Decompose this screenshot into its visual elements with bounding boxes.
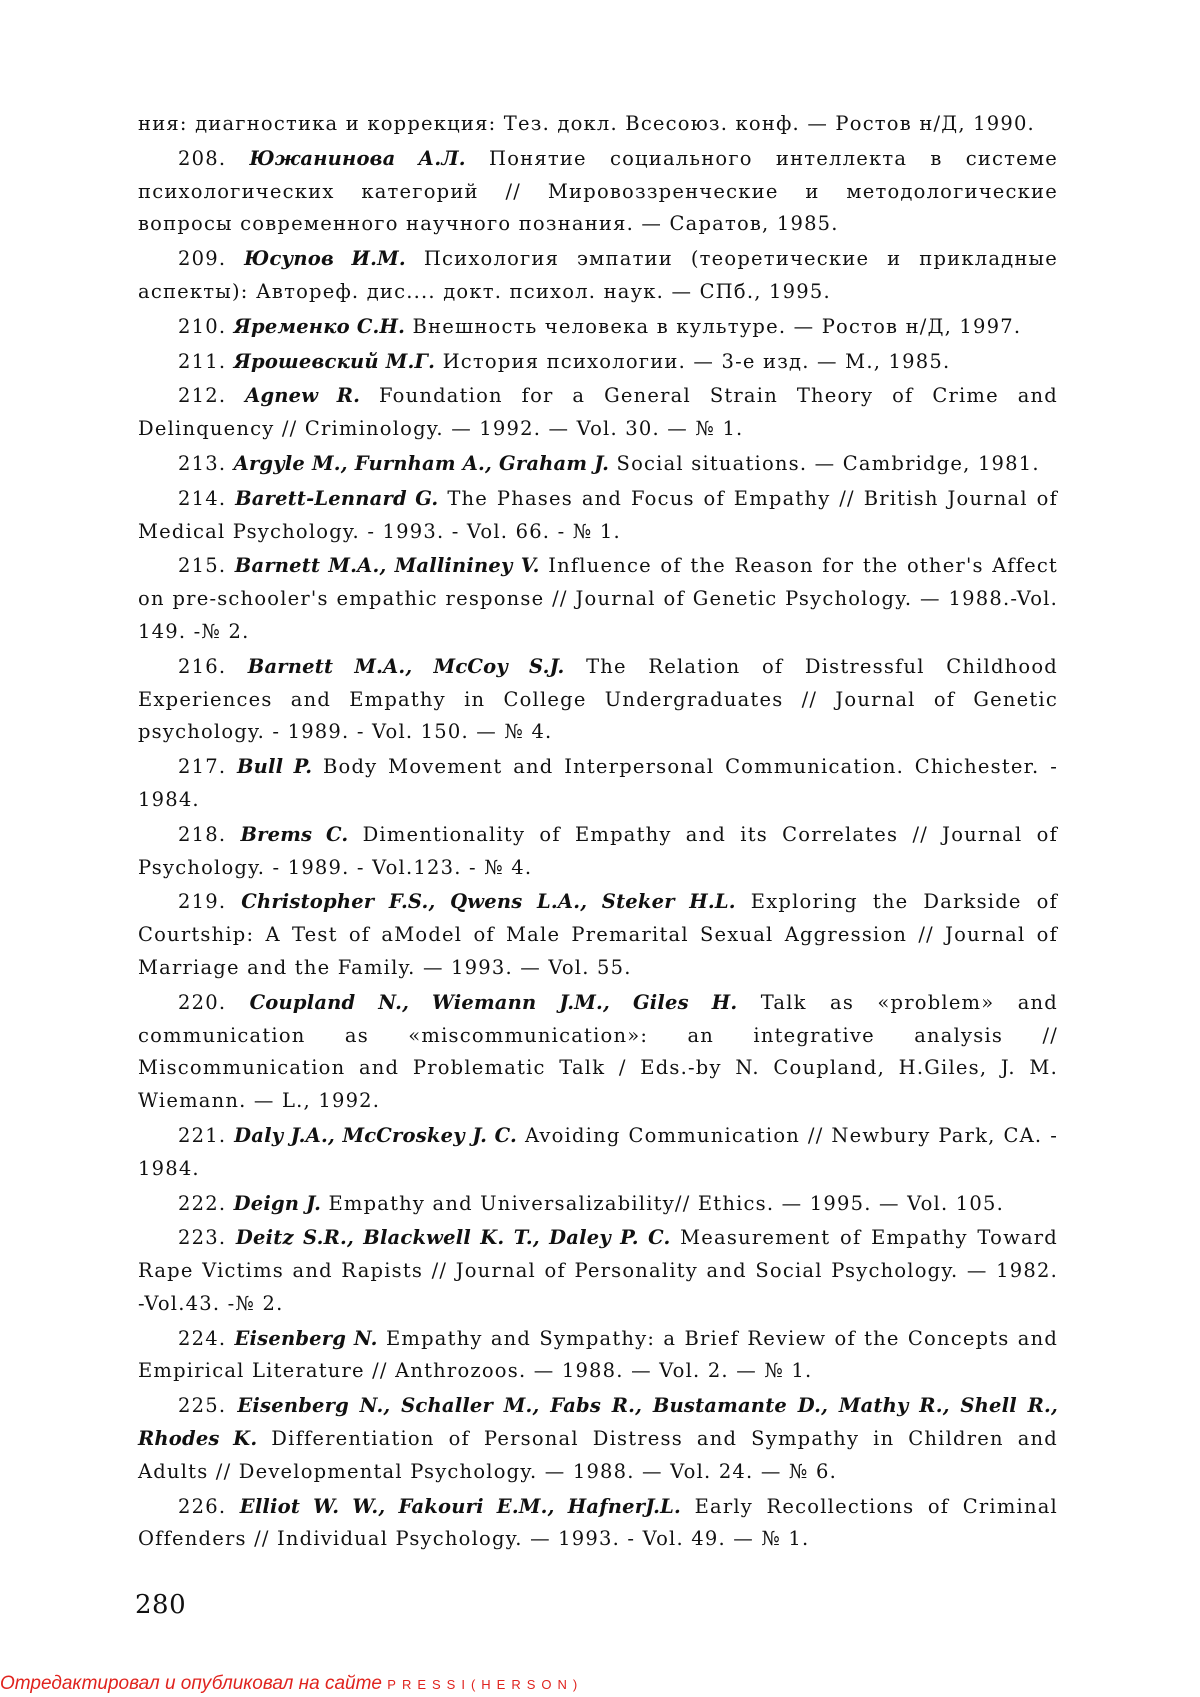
entry-number: 220.	[178, 991, 226, 1014]
bibliography-entry	[138, 380, 1058, 446]
entry-authors: Coupland N., Wiemann J.M., Giles H.	[250, 991, 738, 1014]
entry-authors: Юсупов И.М.	[244, 247, 406, 270]
entry-number: 226.	[178, 1495, 226, 1518]
bibliography-entry	[138, 1390, 1058, 1488]
entry-number: 221.	[178, 1124, 226, 1147]
bibliography-entry	[138, 1222, 1058, 1320]
entry-number: 216.	[178, 655, 226, 678]
bibliography-list	[138, 143, 1058, 1556]
entry-number: 217.	[178, 755, 226, 778]
entry-number: 214.	[178, 487, 226, 510]
entry-number: 225.	[178, 1394, 226, 1417]
entry-number: 213.	[178, 452, 226, 475]
entry-authors: Elliot W. W., Fakouri E.M., HafnerJ.L.	[240, 1495, 681, 1518]
entry-text: Avoiding Communication // Newbury Park, CA. - 1984.	[138, 1124, 1058, 1180]
entry-number: 215.	[178, 554, 226, 577]
entry-authors: Bull P.	[237, 755, 312, 778]
entry-number: 223.	[178, 1226, 226, 1249]
entry-text: Психология эмпатии (теоретические и прикладные аспекты): Автореф. дис.... докт. психол. наук. — СПб., 1995.	[138, 247, 1058, 303]
bibliography-entry	[138, 448, 1058, 481]
entry-authors: Deitz S.R., Blackwell K. T., Daley P. C.	[236, 1226, 671, 1249]
bibliography-entry	[138, 143, 1058, 241]
bibliography-entry	[138, 886, 1058, 984]
entry-authors: Ярошевский М.Г.	[234, 350, 436, 373]
entry-number: 219.	[178, 890, 226, 913]
entry-number: 209.	[178, 247, 226, 270]
entry-text: Social situations. — Cambridge, 1981.	[617, 452, 1040, 475]
bibliography-entry	[138, 483, 1058, 549]
bibliography-entry	[138, 1120, 1058, 1186]
bibliography-entry	[138, 311, 1058, 344]
entry-text: Differentiation of Personal Distress and Sympathy in Children and Adults // Developmental Psychology. — 1988. — Vol. 24. — № 6.	[138, 1427, 1058, 1483]
entry-authors: Daly J.A., McCroskey J. C.	[234, 1124, 517, 1147]
entry-number: 212.	[178, 384, 226, 407]
bibliography-entry	[138, 243, 1058, 309]
entry-number: 211.	[178, 350, 226, 373]
bibliography-entry	[138, 651, 1058, 749]
entry-authors: Deign J.	[234, 1192, 321, 1215]
bibliography-entry	[138, 550, 1058, 648]
entry-text: The Phases and Focus of Empathy // British Journal of Medical Psychology. - 1993. - Vol. 66. - № 1.	[138, 487, 1058, 543]
footer-credit-text: Отредактировал и опубликовал на сайте	[0, 1673, 382, 1694]
entry-number: 218.	[178, 823, 226, 846]
entry-number: 222.	[178, 1192, 226, 1215]
entry-text: Понятие социального интеллекта в системе психологических категорий // Мировоззренческие и методологические вопросы современного научного познания. — Саратов, 1985.	[138, 147, 1058, 236]
entry-number: 210.	[178, 315, 226, 338]
entry-authors: Eisenberg N., Schaller M., Fabs R., Bustamante D., Mathy R., Shell R., Rhodes K.	[138, 1394, 1058, 1450]
entry-authors: Agnew R.	[245, 384, 360, 407]
entry-text: Talk as «problem» and communication as «miscommunication»: an integrative analysis // Miscommunication and Problematic Talk / Eds.-by N. Coupland, H.Giles, J. M. Wiemann. — L., 1992.	[138, 991, 1058, 1112]
footer-credit[interactable]	[0, 1673, 583, 1695]
entry-text: Influence of the Reason for the other's Affect on pre-schooler's empathic response // Journal of Genetic Psychology. — 1988.-Vol. 149. -№ 2.	[138, 554, 1058, 643]
bibliography-entry	[138, 1323, 1058, 1389]
bibliography-entry	[138, 346, 1058, 379]
entry-number: 208.	[178, 147, 226, 170]
entry-text: Внешность человека в культуре. — Ростов н/Д, 1997.	[413, 315, 1022, 338]
footer-site-link[interactable]: PRESSI(HERSON)	[387, 1677, 583, 1692]
entry-text: Empathy and Sympathy: a Brief Review of the Concepts and Empirical Literature // Anthrozoos. — 1988. — Vol. 2. — № 1.	[138, 1327, 1058, 1383]
entry-text: Exploring the Darkside of Courtship: A Test of aModel of Male Premarital Sexual Aggression // Journal of Marriage and the Family. — 1993. — Vol. 55.	[138, 890, 1058, 979]
entry-text: Body Movement and Interpersonal Communication. Chichester. - 1984.	[138, 755, 1058, 811]
entry-text: The Relation of Distressful Childhood Experiences and Empathy in College Undergraduates // Journal of Genetic psychology. - 1989. - Vol. 150. — № 4.	[138, 655, 1058, 744]
entry-authors: Eisenberg N.	[234, 1327, 377, 1350]
entry-text: История психологии. — 3-е изд. — М., 1985.	[443, 350, 951, 373]
page-number: 280	[135, 1590, 186, 1620]
entry-authors: Argyle M., Furnham A., Graham J.	[234, 452, 609, 475]
entry-authors: Christopher F.S., Qwens L.A., Steker H.L.	[241, 890, 736, 913]
entry-text: Dimentionality of Empathy and its Correlates // Journal of Psychology. - 1989. - Vol.123. - № 4.	[138, 823, 1058, 879]
bibliography-entry	[138, 1188, 1058, 1221]
entry-text: Early Recollections of Criminal Offenders // Individual Psychology. — 1993. - Vol. 49. — № 1.	[138, 1495, 1058, 1551]
entry-text: Foundation for a General Strain Theory of Crime and Delinquency // Criminology. — 1992. — Vol. 30. — № 1.	[138, 384, 1058, 440]
entry-text: Measurement of Empathy Toward Rape Victims and Rapists // Journal of Personality and Social Psychology. — 1982. -Vol.43. -№ 2.	[138, 1226, 1058, 1315]
entry-authors: Brems C.	[240, 823, 348, 846]
entry-text: Empathy and Universalizability// Ethics. — 1995. — Vol. 105.	[328, 1192, 1004, 1215]
bibliography-entry	[138, 987, 1058, 1118]
bibliography-entry	[138, 751, 1058, 817]
bibliography-entry	[138, 1491, 1058, 1557]
entry-authors: Barnett M.A., McCoy S.J.	[248, 655, 565, 678]
entry-authors: Barett-Lennard G.	[235, 487, 438, 510]
bibliography-page	[138, 108, 1058, 1558]
continuation-entry: ния: диагностика и коррекция: Тез. докл. Всесоюз. конф. — Ростов н/Д, 1990.	[138, 108, 1058, 141]
entry-authors: Южанинова А.Л.	[249, 147, 465, 170]
entry-authors: Barnett M.A., Mallininey V.	[235, 554, 540, 577]
entry-authors: Яременко С.Н.	[234, 315, 406, 338]
bibliography-entry	[138, 819, 1058, 885]
entry-number: 224.	[178, 1327, 226, 1350]
